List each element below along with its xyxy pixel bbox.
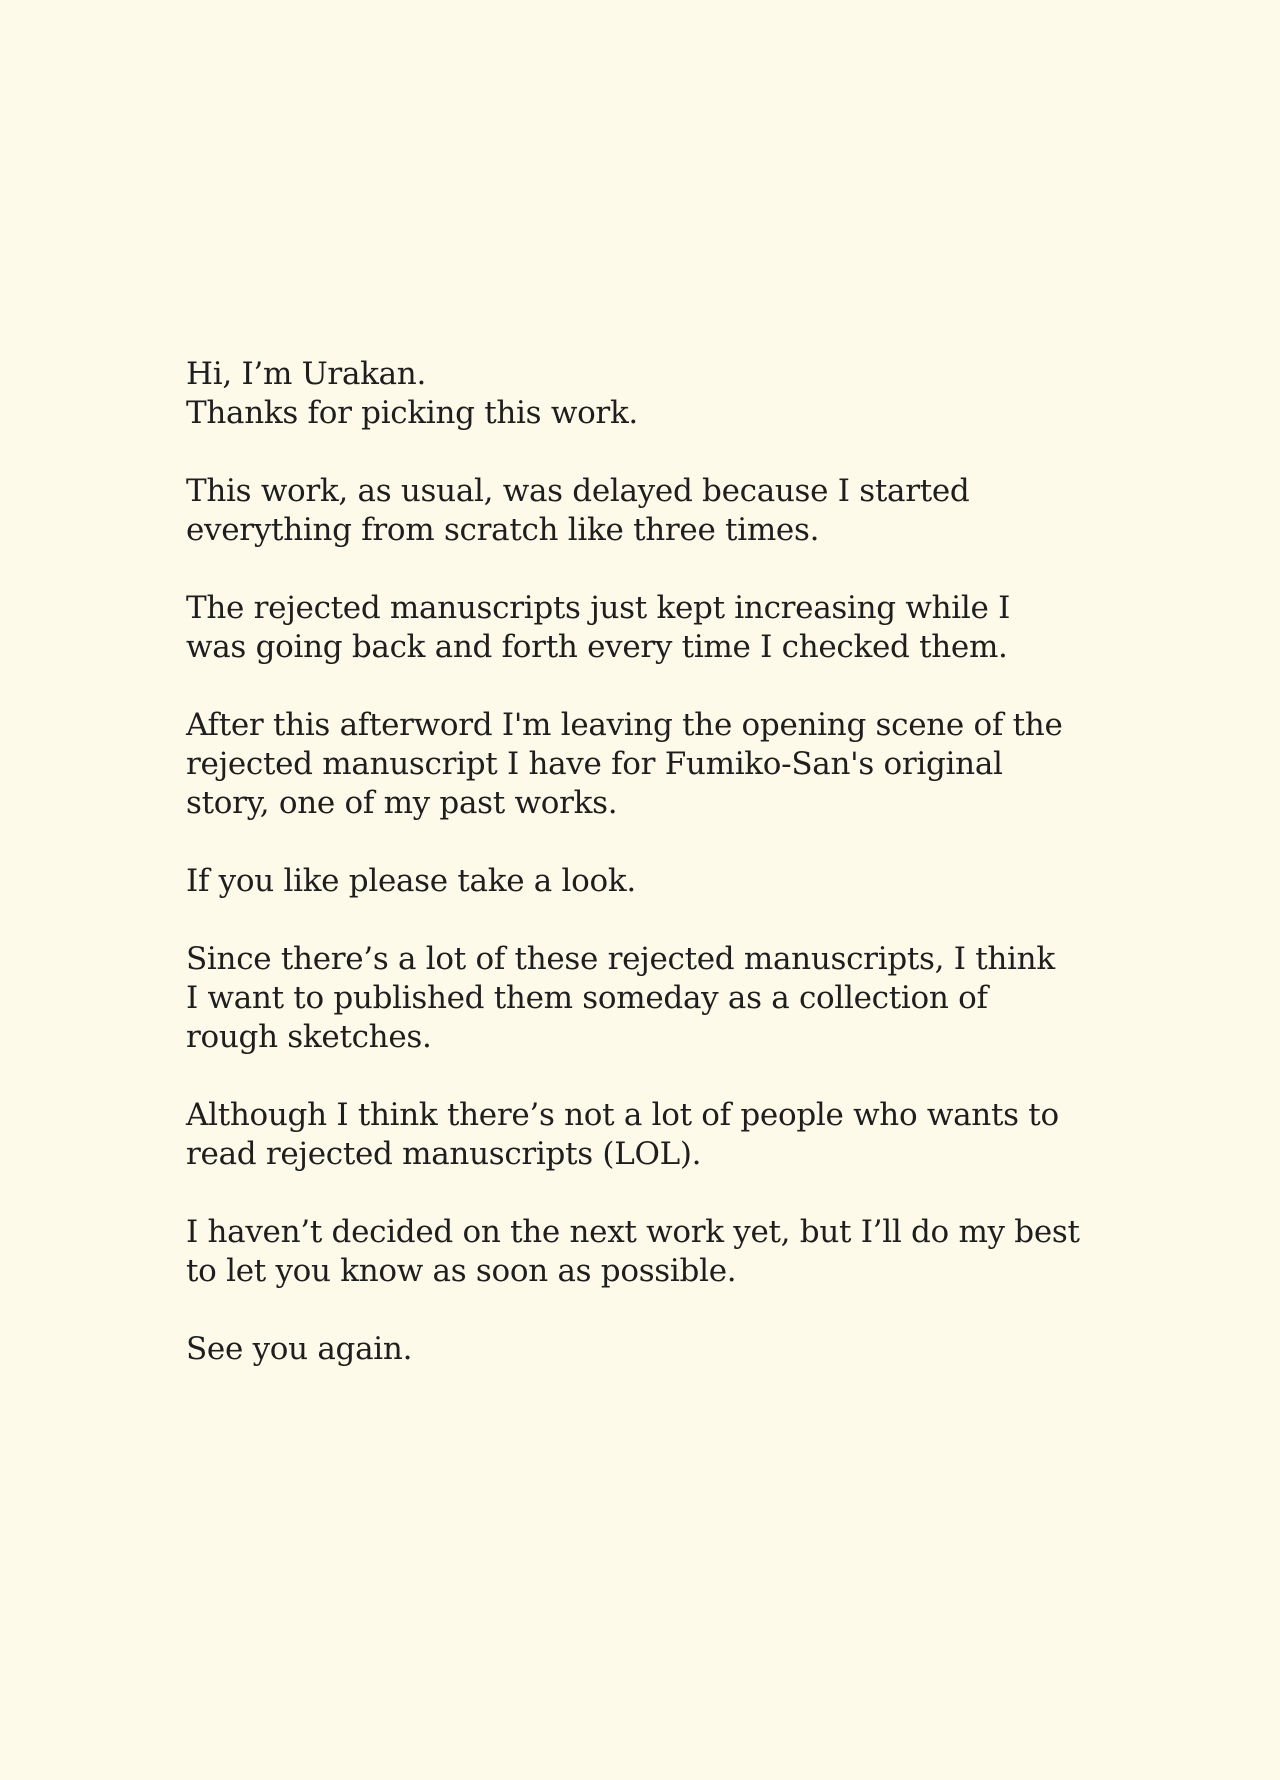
paragraph-readers [186,1096,1186,1174]
afterword-text [186,355,1186,1408]
text-line: Hi, I’m Urakan. [186,356,427,392]
text-line: This work, as usual, was delayed because I started [186,473,970,509]
text-line: After this afterword I'm leaving the opening scene of the [186,707,1063,743]
text-line: Although I think there’s not a lot of people who wants to [186,1097,1059,1133]
text-line: rejected manuscript I have for Fumiko-San's original [186,746,1003,782]
paragraph-take-a-look [186,862,1186,901]
text-line: rough sketches. [186,1019,432,1055]
text-line: everything from scratch like three times. [186,512,820,548]
text-line: I haven’t decided on the next work yet, but I’ll do my best [186,1214,1080,1250]
text-line: read rejected manuscripts (LOL). [186,1136,702,1172]
text-line: I want to published them someday as a collection of [186,980,988,1016]
text-line: story, one of my past works. [186,785,618,821]
paragraph-delay [186,472,1186,550]
text-line: See you again. [186,1331,413,1367]
text-line: If you like please take a look. [186,863,636,899]
paragraph-rejected [186,589,1186,667]
text-line: was going back and forth every time I checked them. [186,629,1008,665]
text-line: Since there’s a lot of these rejected manuscripts, I think [186,941,1055,977]
paragraph-opening-scene [186,706,1186,823]
paragraph-farewell [186,1330,1186,1369]
text-line: The rejected manuscripts just kept increasing while I [186,590,1011,626]
text-line: Thanks for picking this work. [186,395,638,431]
text-line: to let you know as soon as possible. [186,1253,737,1289]
paragraph-next-work [186,1213,1186,1291]
paragraph-greeting [186,355,1186,433]
paragraph-collection [186,940,1186,1057]
